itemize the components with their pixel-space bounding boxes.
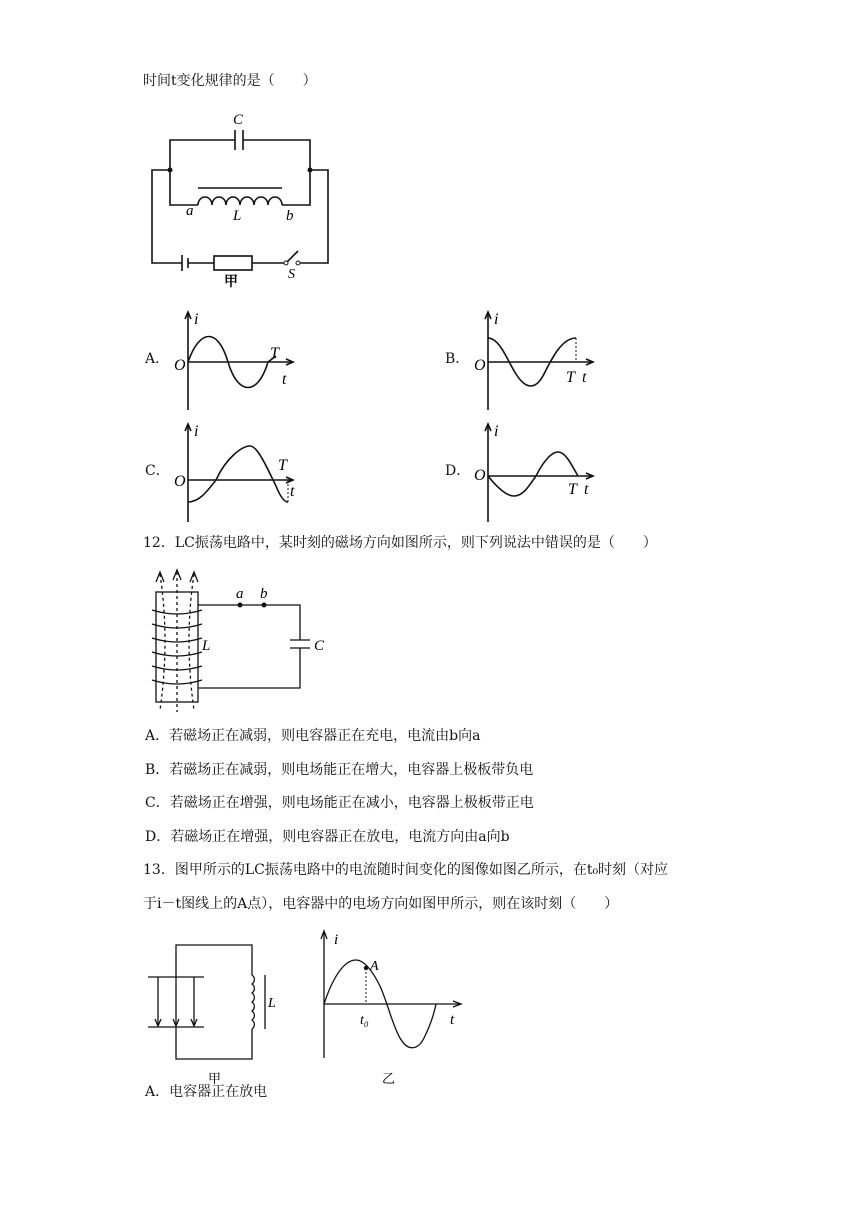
q13-figure-yi xyxy=(310,928,470,1088)
caption-jia: 甲 xyxy=(224,275,238,290)
axis-i: i xyxy=(194,423,199,440)
label-S: S xyxy=(288,267,295,282)
q12-stem: 12．LC振荡电路中，某时刻的磁场方向如图所示，则下列说法中错误的是（ ） xyxy=(143,535,657,551)
label-L: L xyxy=(233,208,242,224)
caption-jia: 甲 xyxy=(208,1071,222,1086)
q11-option-c[interactable]: C． xyxy=(145,463,170,479)
q11-option-a[interactable]: A． xyxy=(145,351,170,367)
q12-option-a[interactable]: A．若磁场正在减弱，则电容器正在充电，电流由b向a xyxy=(145,728,481,744)
q13-option-a[interactable]: A．电容器正在放电 xyxy=(145,1084,268,1100)
q11-option-b[interactable]: B． xyxy=(445,351,470,367)
point-A: A xyxy=(370,959,379,974)
axis-i: i xyxy=(494,423,499,440)
origin-O: O xyxy=(474,357,486,374)
label-b: b xyxy=(286,208,294,224)
label-T: T xyxy=(568,481,577,498)
graph-b xyxy=(472,310,602,410)
origin-O: O xyxy=(474,467,486,484)
q12-figure xyxy=(140,570,340,720)
graph-c xyxy=(172,422,302,522)
q13-stem-line1: 13．图甲所示的LC振荡电路中的电流随时间变化的图像如图乙所示，在t₀时刻（对应 xyxy=(143,862,669,878)
axis-i: i xyxy=(194,311,199,328)
graph-a xyxy=(172,310,302,410)
q12-option-d[interactable]: D．若磁场正在增强，则电容器正在放电，电流方向由a向b xyxy=(145,829,510,845)
q12-option-c[interactable]: C．若磁场正在增强，则电场能正在减小，电容器上极板带正电 xyxy=(145,795,534,811)
caption-yi: 乙 xyxy=(382,1071,396,1086)
label-L: L xyxy=(268,996,276,1011)
label-T: T xyxy=(270,345,279,362)
q11-stem-tail: 时间t变化规律的是（ ） xyxy=(143,73,317,89)
label-a: a xyxy=(186,203,194,219)
label-L: L xyxy=(202,638,211,654)
q11-option-d[interactable]: D． xyxy=(445,463,471,479)
label-C: C xyxy=(233,112,244,128)
axis-t: t xyxy=(450,1012,455,1028)
q12-option-b[interactable]: B．若磁场正在减弱，则电场能正在增大，电容器上极板带负电 xyxy=(145,762,534,778)
origin-O: O xyxy=(174,473,186,490)
axis-t: t xyxy=(584,481,589,498)
axis-i: i xyxy=(494,311,499,328)
axis-t: t xyxy=(282,371,287,388)
axis-t: t xyxy=(290,483,295,500)
q13-figure-jia xyxy=(140,935,280,1085)
graph-d xyxy=(472,422,602,522)
q13-stem-line2: 于i－t图线上的A点），电容器中的电场方向如图甲所示，则在该时刻（ ） xyxy=(143,896,619,912)
origin-O: O xyxy=(174,357,186,374)
label-b: b xyxy=(260,586,268,602)
label-t0: t₀ xyxy=(360,1013,369,1028)
label-T: T xyxy=(566,369,575,386)
label-C: C xyxy=(314,638,325,654)
label-a: a xyxy=(236,586,244,602)
axis-i: i xyxy=(334,932,339,948)
axis-t: t xyxy=(582,369,587,386)
label-T: T xyxy=(278,457,287,474)
q11-circuit-diagram xyxy=(140,108,340,288)
